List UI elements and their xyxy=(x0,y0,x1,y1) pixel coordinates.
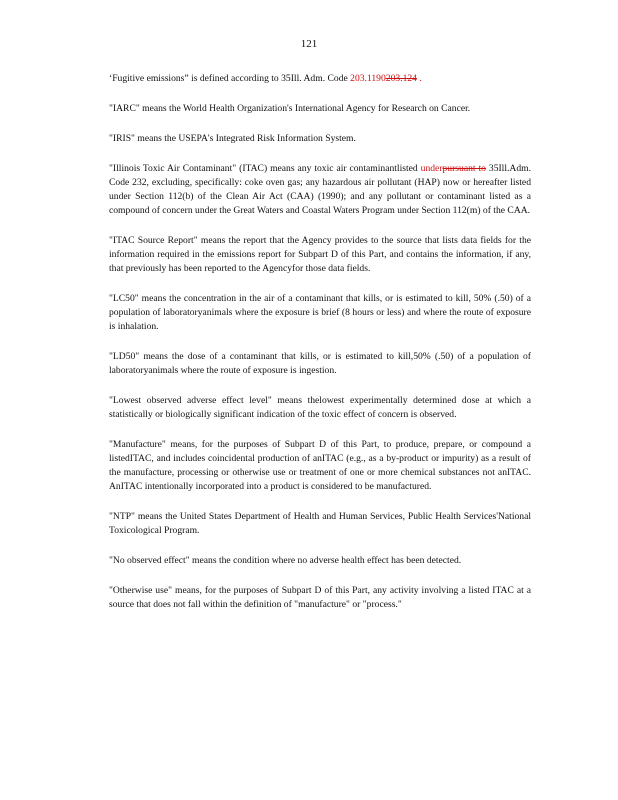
definition-paragraph xyxy=(109,102,531,116)
paragraph-text: "Illinois Toxic Air Contaminant" (ITAC) means any toxic air contaminantlisted xyxy=(109,163,421,174)
definition-paragraph xyxy=(109,584,531,612)
deleted-text: 203.124 xyxy=(385,73,417,84)
paragraph-text: ‘Fugitive emissions” is defined according to 35Ill. Adm. Code xyxy=(109,73,351,84)
paragraph-text: "IARC" means the World Health Organization's International Agency for Research on Cancer. xyxy=(109,103,471,114)
definition-paragraph xyxy=(109,554,531,568)
paragraph-text: "LD50" means the dose of a contaminant that kills, or is estimated to kill,50% (.50) of a population of laboratoryanimals where the route of exposure is ingestion. xyxy=(109,351,531,376)
paragraph-text: "Otherwise use" means, for the purposes of Subpart D of this Part, any activity involving a listed ITAC at a source that does not fall within the definition of "manufacture" or "process." xyxy=(109,585,531,610)
inserted-text: . xyxy=(416,73,422,84)
definition-paragraph xyxy=(109,132,531,146)
paragraph-text: "No observed effect" means the condition where no adverse health effect has been detected. xyxy=(109,555,462,566)
definition-paragraph xyxy=(109,72,531,86)
definition-paragraph xyxy=(109,438,531,494)
deleted-text: pursuant to xyxy=(442,163,486,174)
inserted-text: under xyxy=(420,163,443,174)
document-body xyxy=(109,72,531,628)
paragraph-text: "ITAC Source Report" means the report that the Agency provides to the source that lists data fields for the information required in the emissions report for Subpart D of this Part, and contains the information, if any, that previously has been reported to the Agencyfor those data fields. xyxy=(109,235,531,274)
definition-paragraph xyxy=(109,510,531,538)
paragraph-text: "IRIS" means the USEPA's Integrated Risk Information System. xyxy=(109,133,356,144)
definition-paragraph xyxy=(109,394,531,422)
definition-paragraph xyxy=(109,350,531,378)
definition-paragraph xyxy=(109,162,531,218)
paragraph-text: "Lowest observed adverse effect level" means thelowest experimentally determined dose at which a statistically or biologically significant indication of the toxic effect of concern is observed. xyxy=(109,395,531,420)
page-number: 121 xyxy=(300,38,318,50)
paragraph-text: 35Ill.Adm. Code 232, excluding, specifically: coke oven gas; any hazardous air pollutant (HAP) now or hereafter listed under Section 112(b) of the Clean Air Act (CAA) (1990); and any pollutant or contaminant listed as a compound of concern under the Great Waters and Coastal Waters Program under Section 112(m) of the CAA. xyxy=(109,163,531,216)
paragraph-text: "LC50" means the concentration in the air of a contaminant that kills, or is estimated to kill, 50% (.50) of a population of laboratoryanimals where the exposure is brief (8 hours or less) and where the route of exposure is inhalation. xyxy=(109,293,531,332)
paragraph-text: "NTP" means the United States Department of Health and Human Services, Public Health Services'National Toxicological Program. xyxy=(109,511,531,536)
definition-paragraph xyxy=(109,292,531,334)
paragraph-text: "Manufacture" means, for the purposes of Subpart D of this Part, to produce, prepare, or compound a listedITAC, and includes coincidental production of anITAC (e.g., as a by-product or impurity) as a result of the manufacture, processing or otherwise use or treatment of one or more chemical substances not anITAC. AnITAC intentionally incorporated into a product is considered to be manufactured. xyxy=(109,439,531,492)
definition-paragraph xyxy=(109,234,531,276)
inserted-text: 203.1190 xyxy=(350,73,386,84)
